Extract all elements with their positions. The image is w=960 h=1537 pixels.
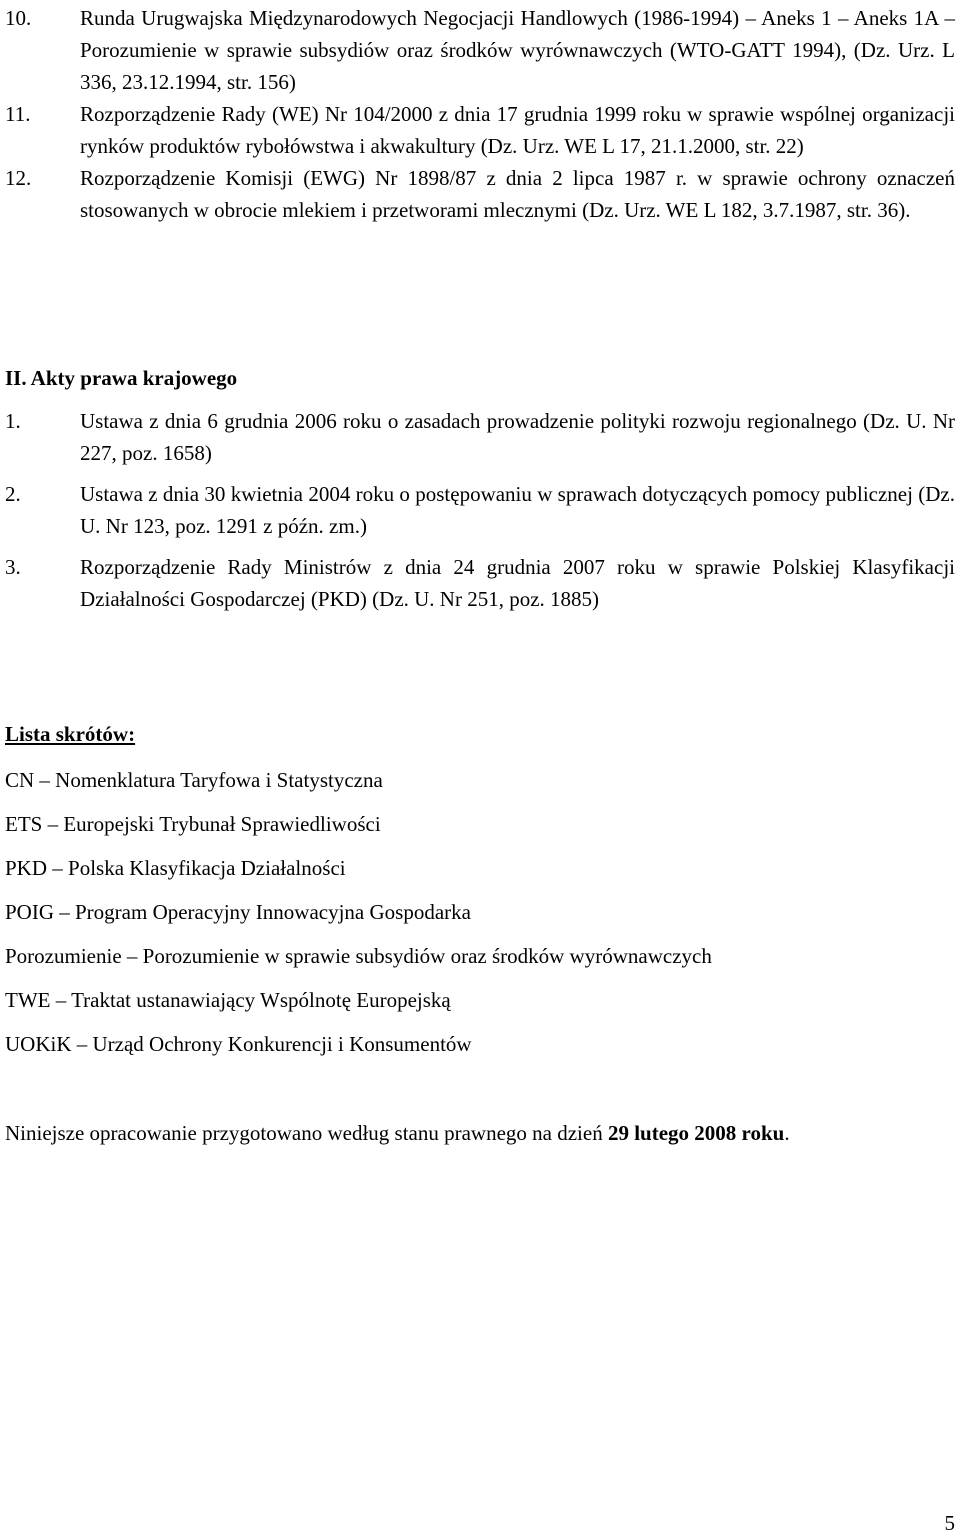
abbreviations-title: Lista skrótów:: [5, 722, 136, 746]
national-references-list: [5, 405, 955, 624]
list-item: [5, 162, 955, 226]
item-number: 2.: [5, 482, 21, 506]
item-text: Ustawa z dnia 30 kwietnia 2004 roku o postępowaniu w sprawach dotyczących pomocy publicznej (Dz. U. Nr 123, poz. 1291 z późn. zm.): [80, 482, 955, 538]
list-item: [5, 2, 955, 98]
page-number: 5: [944, 1511, 955, 1535]
item-number: 10.: [5, 6, 32, 30]
note-prefix: Niniejsze opracowanie przygotowano według stanu prawnego na dzień: [5, 1121, 608, 1145]
eu-references-list: [5, 2, 955, 226]
note-suffix: .: [784, 1121, 790, 1145]
abbreviation-uokik: UOKiK – Urząd Ochrony Konkurencji i Konsumentów: [5, 1032, 472, 1056]
legal-status-note: [5, 1117, 790, 1149]
item-text: Rozporządzenie Rady (WE) Nr 104/2000 z dnia 17 grudnia 1999 roku w sprawie wspólnej organizacji rynków produktów rybołówstwa i akwakultury (Dz. Urz. WE L 17, 21.1.2000, str. 22): [80, 102, 955, 158]
list-item: [5, 405, 955, 469]
list-item: [5, 551, 955, 615]
list-item: [5, 478, 955, 542]
abbreviations-list: [5, 764, 712, 1072]
item-text: Runda Urugwajska Międzynarodowych Negocjacji Handlowych (1986-1994) – Aneks 1 – Aneks 1A – Porozumienie w sprawie subsydiów oraz środków wyrównawczych (WTO-GATT 1994), (Dz. Urz. L 336, 23.12.1994, str. 156): [80, 6, 955, 94]
item-number: 11.: [5, 102, 31, 126]
list-item: [5, 98, 955, 162]
abbreviation-pkd: PKD – Polska Klasyfikacja Działalności: [5, 856, 346, 880]
abbreviation-poig: POIG – Program Operacyjny Innowacyjna Gospodarka: [5, 900, 471, 924]
abbreviation-porozumienie: Porozumienie – Porozumienie w sprawie subsydiów oraz środków wyrównawczych: [5, 944, 712, 968]
section-heading: II. Akty prawa krajowego: [5, 366, 238, 390]
abbreviation-cn: CN – Nomenklatura Taryfowa i Statystyczna: [5, 768, 383, 792]
item-number: 1.: [5, 409, 21, 433]
item-number: 3.: [5, 555, 21, 579]
note-date: 29 lutego 2008 roku: [607, 1121, 785, 1145]
item-text: Rozporządzenie Komisji (EWG) Nr 1898/87 z dnia 2 lipca 1987 r. w sprawie ochrony oznaczeń stosowanych w obrocie mlekiem i przetworami mlecznymi (Dz. Urz. WE L 182, 3.7.1987, str. 36).: [80, 166, 955, 222]
item-text: Ustawa z dnia 6 grudnia 2006 roku o zasadach prowadzenie polityki rozwoju regionalnego (Dz. U. Nr 227, poz. 1658): [80, 409, 955, 465]
abbreviation-twe: TWE – Traktat ustanawiający Wspólnotę Europejską: [5, 988, 451, 1012]
abbreviation-ets: ETS – Europejski Trybunał Sprawiedliwości: [5, 812, 381, 836]
item-number: 12.: [5, 166, 32, 190]
item-text: Rozporządzenie Rady Ministrów z dnia 24 grudnia 2007 roku w sprawie Polskiej Klasyfikacji Działalności Gospodarczej (PKD) (Dz. U. Nr 251, poz. 1885): [80, 555, 955, 611]
